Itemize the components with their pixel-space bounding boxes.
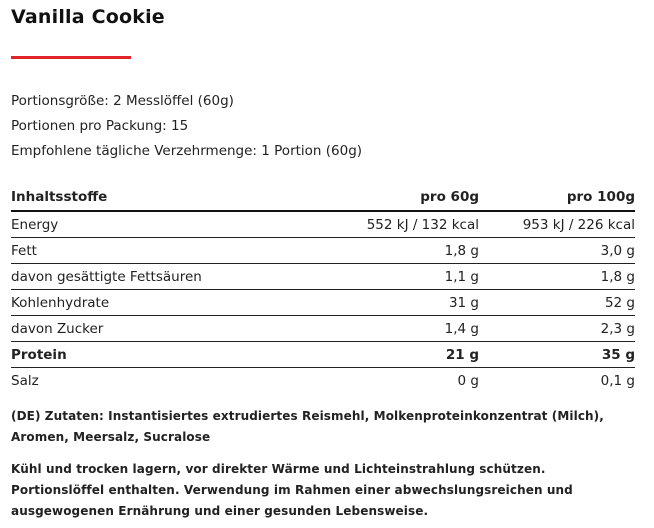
table-row xyxy=(11,368,635,394)
value-per-60g: 21 g xyxy=(323,342,479,368)
value-per-100g: 1,8 g xyxy=(479,264,635,290)
value-per-100g: 0,1 g xyxy=(600,372,635,389)
header-per-100g: pro 100g xyxy=(479,184,635,211)
value-per-60g: 1,1 g xyxy=(323,264,479,290)
recommended-intake-text: Empfohlene tägliche Verzehrmenge: 1 Portion (60g) xyxy=(11,143,363,159)
nutrient-name: davon gesättigte Fettsäuren xyxy=(11,264,323,290)
title-accent-bar xyxy=(11,56,131,59)
value-per-100g: 953 kJ / 226 kcal xyxy=(479,211,635,238)
storage-text: Kühl und trocken lagern, vor direkter Wärme und Lichteinstrahlung schützen. Portionslöffel enthalten. Verwendung im Rahmen einer abwechslungsreichen und ausgewogenen Ernährung und einer gesunden Lebensweise. xyxy=(11,462,573,518)
value-per-60g: 31 g xyxy=(323,290,479,316)
nutrient-name: davon Zucker xyxy=(11,316,323,342)
header-ingredients: Inhaltsstoffe xyxy=(11,184,323,211)
value-per-60g: 1,8 g xyxy=(323,238,479,264)
ingredients-text: (DE) Zutaten: Instantisiertes extrudiertes Reismehl, Molkenproteinkonzentrat (Milch), Aromen, Meersalz, Sucralose xyxy=(11,409,604,444)
value-per-100g: 3,0 g xyxy=(479,238,635,264)
nutrient-name: Kohlenhydrate xyxy=(11,290,323,316)
nutrient-name: Energy xyxy=(11,211,323,238)
header-per-60g: pro 60g xyxy=(323,184,479,211)
nutrient-name: Salz xyxy=(11,372,39,389)
value-per-100g: 52 g xyxy=(479,290,635,316)
nutrient-name: Fett xyxy=(11,238,323,264)
table-row xyxy=(11,290,635,316)
value-per-100g: 35 g xyxy=(479,342,635,368)
table-row xyxy=(11,264,635,290)
value-per-100g: 2,3 g xyxy=(479,316,635,342)
table-row xyxy=(11,342,635,368)
table-row xyxy=(11,316,635,342)
table-row xyxy=(11,211,635,238)
nutrition-table xyxy=(11,184,635,393)
portion-size-text: Portionsgröße: 2 Messlöffel (60g) xyxy=(11,93,234,109)
table-row xyxy=(11,238,635,264)
nutrient-name: Protein xyxy=(11,342,323,368)
product-title: Vanilla Cookie xyxy=(11,6,165,28)
portions-per-pack-text: Portionen pro Packung: 15 xyxy=(11,118,189,134)
value-per-60g: 1,4 g xyxy=(323,316,479,342)
nutrition-table-header xyxy=(11,184,635,211)
value-per-60g: 0 g xyxy=(457,372,479,389)
value-per-60g: 552 kJ / 132 kcal xyxy=(323,211,479,238)
